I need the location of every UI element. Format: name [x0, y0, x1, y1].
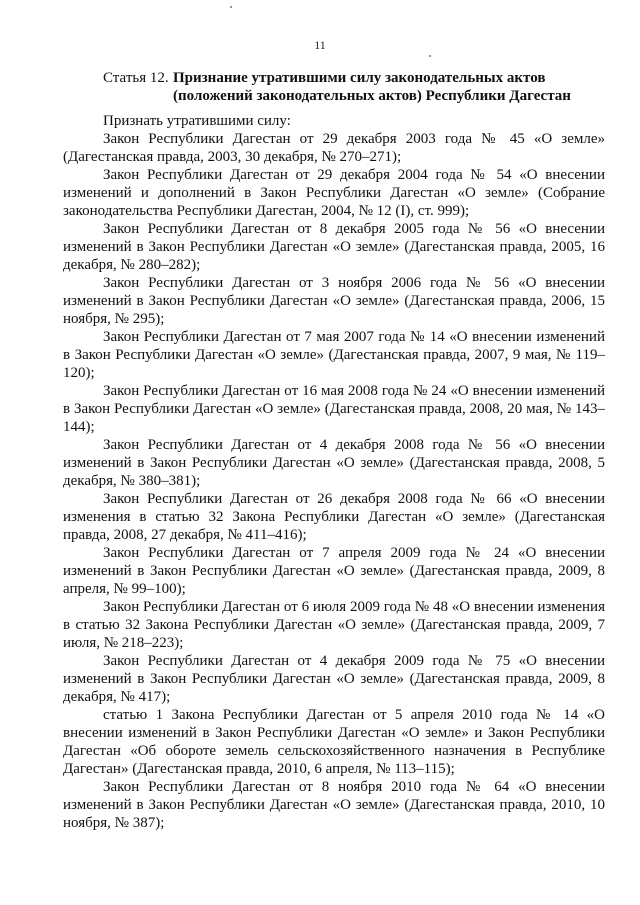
- law-list-item: Закон Республики Дагестан от 26 декабря 2008 года № 66 «О внесении изменения в статью 32 Закона Республики Дагестан «О земле» (Дагестанская правда, 2008, 27 декабря, № 411–416);: [63, 491, 605, 543]
- intro-text: Признать утратившими силу:: [103, 113, 291, 129]
- law-list-item: Закон Республики Дагестан от 8 декабря 2005 года № 56 «О внесении изменений в Закон Республики Дагестан «О земле» (Дагестанская правда, 2005, 16 декабря, № 280–282);: [63, 221, 605, 273]
- article-heading: [103, 69, 603, 105]
- article-title: Признание утратившими силу законодательных актов (положений законодательных актов) Республики Дагестан: [173, 70, 571, 104]
- law-list-item: Закон Республики Дагестан от 6 июля 2009 года № 48 «О внесении изменения в статью 32 Закона Республики Дагестан «О земле» (Дагестанская правда, 2009, 7 июля, № 218–223);: [63, 599, 605, 651]
- law-list-item: Закон Республики Дагестан от 29 декабря 2004 года № 54 «О внесении изменений и дополнений в Закон Республики Дагестан «О земле» (Собрание законодательства Республики Дагестан, 2004, № 12 (I), ст. 999);: [63, 167, 605, 219]
- law-list-item: Закон Республики Дагестан от 4 декабря 2008 года № 56 «О внесении изменений в Закон Республики Дагестан «О земле» (Дагестанская правда, 2008, 5 декабря, № 380–381);: [63, 437, 605, 489]
- scan-speck: [429, 55, 431, 57]
- article-body: [63, 112, 605, 832]
- law-list-item: Закон Республики Дагестан от 7 апреля 2009 года № 24 «О внесении изменений в Закон Республики Дагестан «О земле» (Дагестанская правда, 2009, 8 апреля, № 99–100);: [63, 545, 605, 597]
- law-list-item: статью 1 Закона Республики Дагестан от 5 апреля 2010 года № 14 «О внесении изменений в Закон Республики Дагестан «О земле» и Закон Республики Дагестан «Об обороте земель сельскохозяйственного назначения в Республике Дагестан» (Дагестанская правда, 2010, 6 апреля, № 113–115);: [63, 707, 605, 777]
- law-list-item: Закон Республики Дагестан от 7 мая 2007 года № 14 «О внесении изменений в Закон Республики Дагестан «О земле» (Дагестанская правда, 2007, 9 мая, № 119–120);: [63, 329, 605, 381]
- page-number: 11: [314, 38, 326, 52]
- law-list-item: Закон Республики Дагестан от 4 декабря 2009 года № 75 «О внесении изменений в Закон Республики Дагестан «О земле» (Дагестанская правда, 2009, 8 декабря, № 417);: [63, 653, 605, 705]
- article-label: Статья 12.: [103, 70, 169, 86]
- law-list-item: Закон Республики Дагестан от 3 ноября 2006 года № 56 «О внесении изменений в Закон Республики Дагестан «О земле» (Дагестанская правда, 2006, 15 ноября, № 295);: [63, 275, 605, 327]
- law-list-item: Закон Республики Дагестан от 8 ноября 2010 года № 64 «О внесении изменений в Закон Республики Дагестан «О земле» (Дагестанская правда, 2010, 10 ноября, № 387);: [63, 779, 605, 831]
- law-list-item: Закон Республики Дагестан от 29 декабря 2003 года № 45 «О земле» (Дагестанская правда, 2003, 30 декабря, № 270–271);: [63, 131, 605, 165]
- scan-speck: [230, 6, 232, 8]
- law-list-item: Закон Республики Дагестан от 16 мая 2008 года № 24 «О внесении изменений в Закон Республики Дагестан «О земле» (Дагестанская правда, 2008, 20 мая, № 143–144);: [63, 383, 605, 435]
